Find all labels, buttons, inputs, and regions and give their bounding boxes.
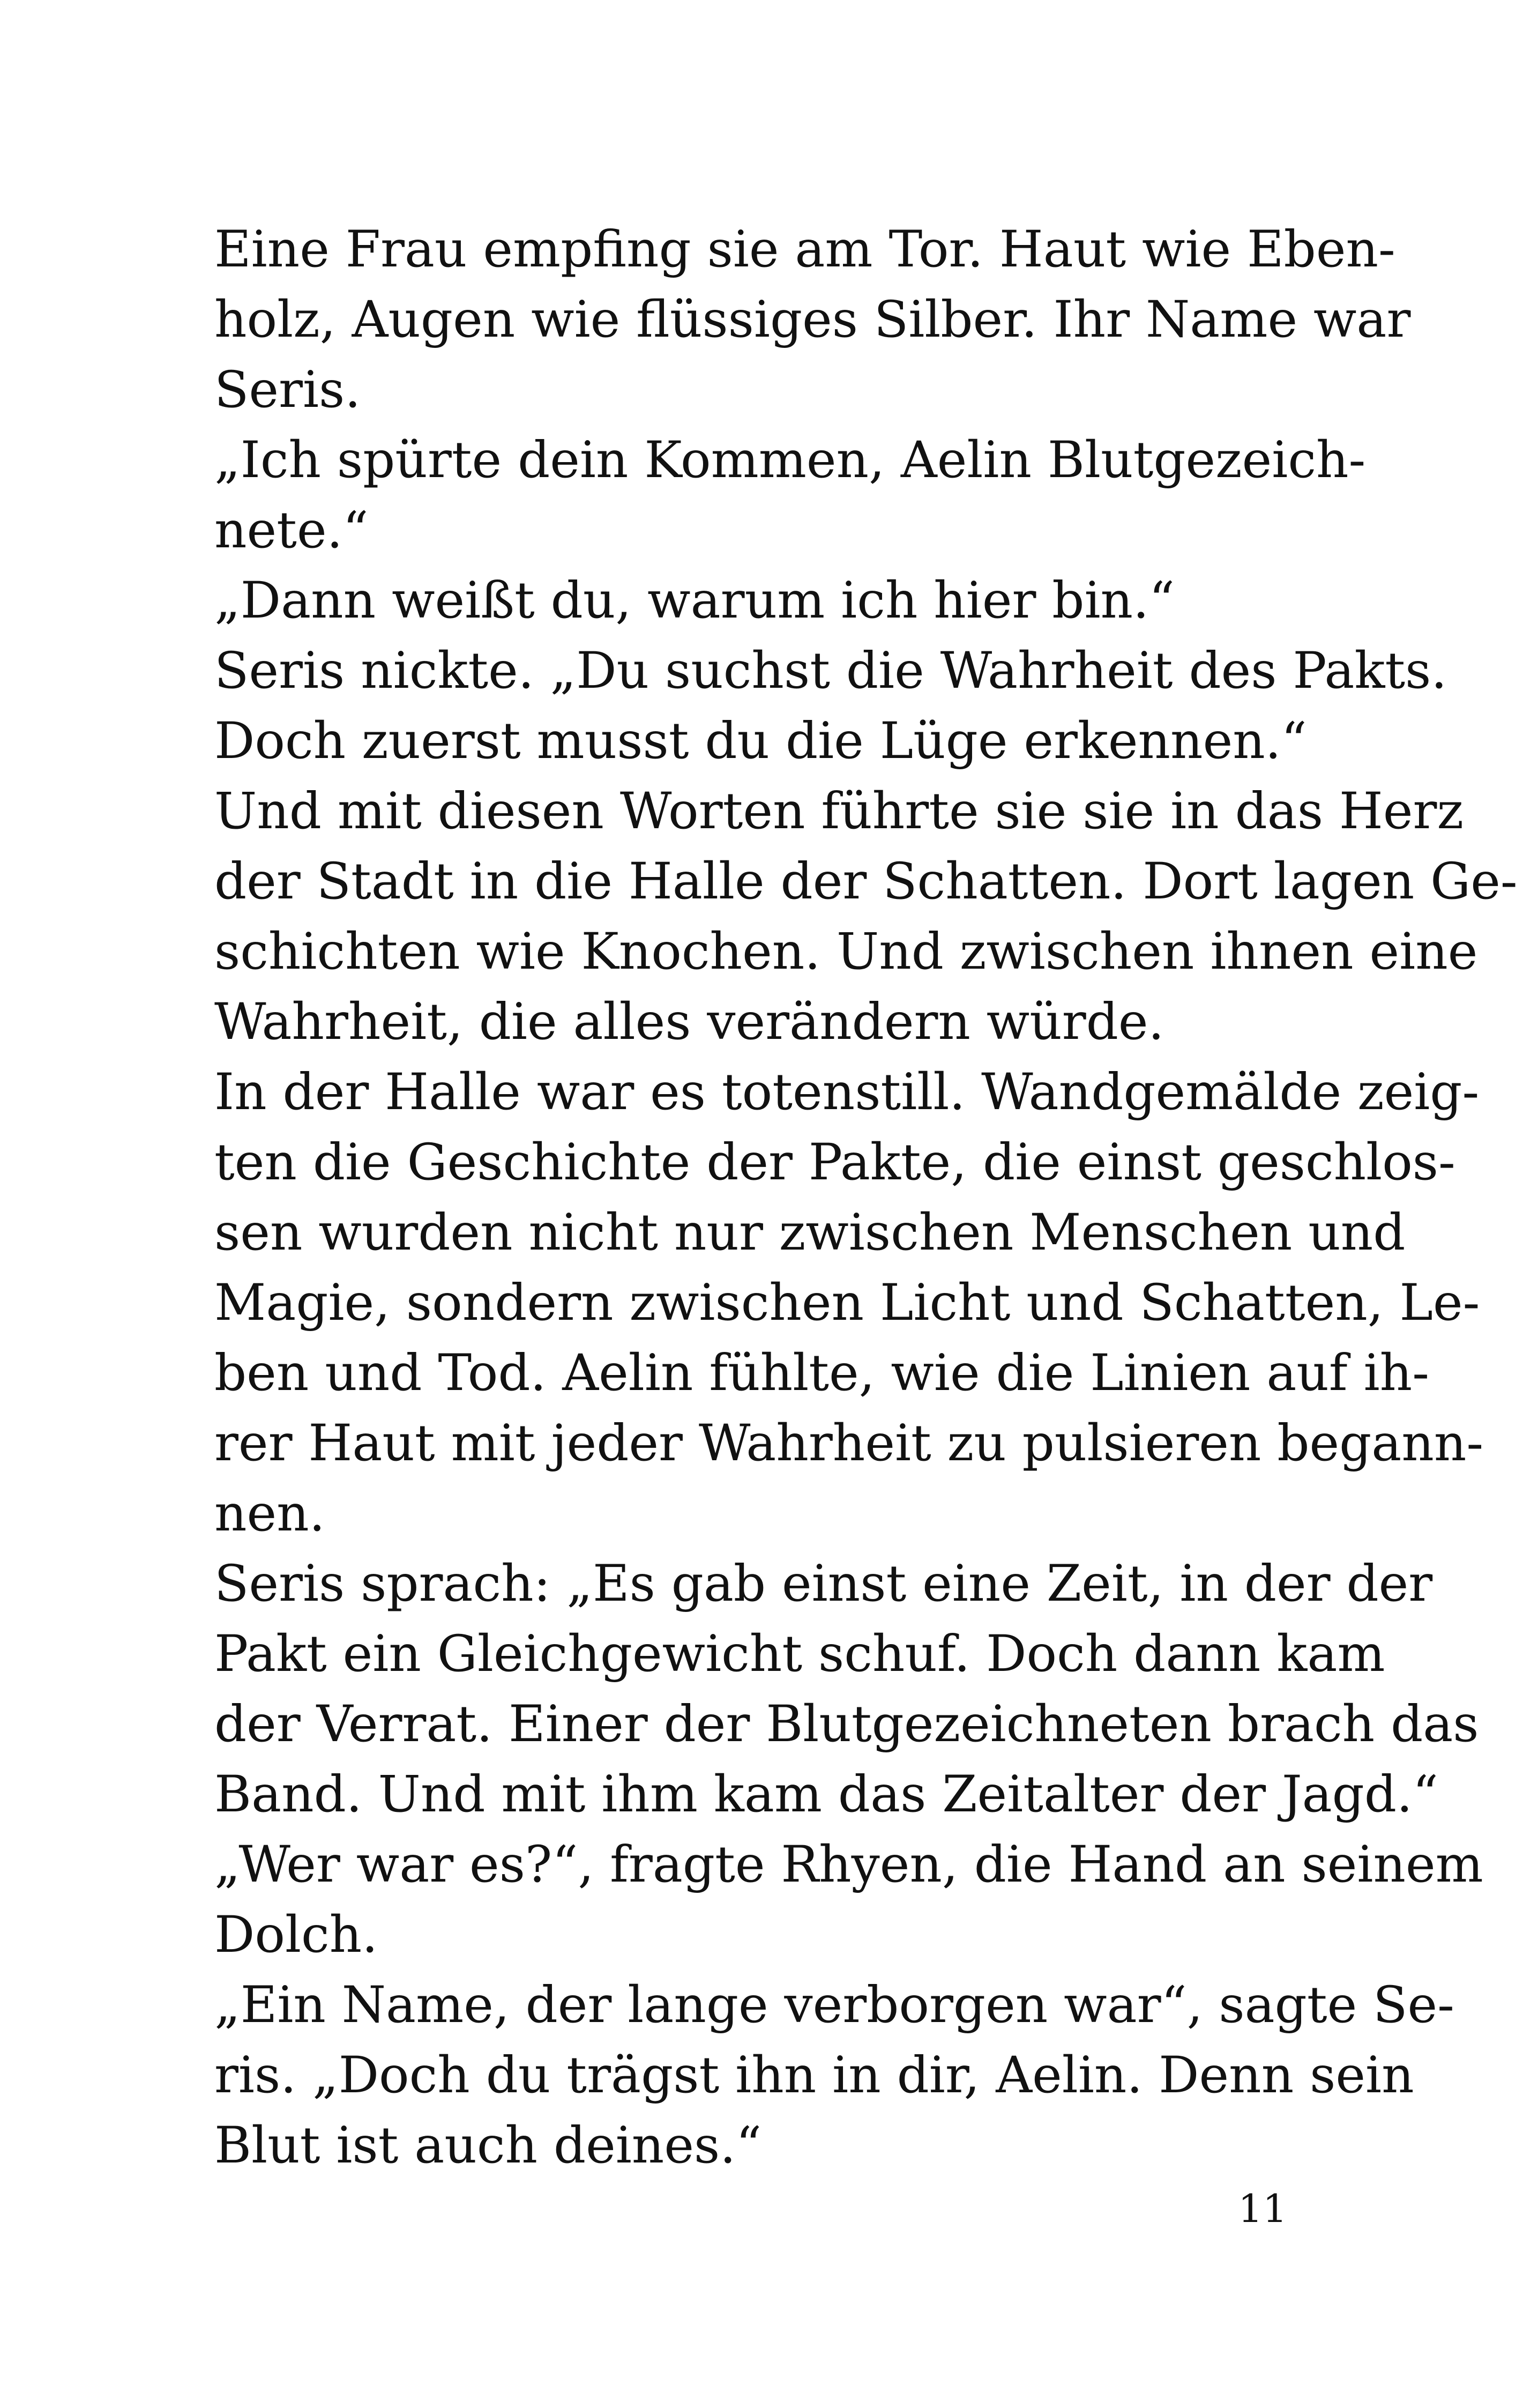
text-line: „Wer war es?“, fragte Rhyen, die Hand an seinem xyxy=(214,1835,1483,1894)
text-line: Seris nickte. „Du suchst die Wahrheit des Pakts. xyxy=(214,642,1447,700)
text-line: der Stadt in die Halle der Schatten. Dort lagen Ge- xyxy=(214,852,1518,911)
text-line: Dolch. xyxy=(214,1906,378,1964)
text-line: Wahrheit, die alles verändern würde. xyxy=(214,993,1164,1051)
paragraph xyxy=(214,1830,1483,1970)
text-line: Doch zuerst musst du die Lüge erkennen.“ xyxy=(214,712,1307,770)
text-line: Band. Und mit ihm kam das Zeitalter der Jagd.“ xyxy=(214,1765,1438,1824)
paragraph xyxy=(214,425,1366,566)
text-line: holz, Augen wie flüssiges Silber. Ihr Name war xyxy=(214,291,1411,349)
text-line: nen. xyxy=(214,1484,325,1543)
text-line: schichten wie Knochen. Und zwischen ihnen eine xyxy=(214,923,1478,981)
text-line: Seris. xyxy=(214,361,361,419)
text-line: rer Haut mit jeder Wahrheit zu pulsieren begann- xyxy=(214,1414,1484,1473)
paragraph xyxy=(214,776,1518,1057)
text-line: Und mit diesen Worten führte sie sie in das Herz xyxy=(214,782,1464,841)
text-line: In der Halle war es totenstill. Wandgemälde zeig- xyxy=(214,1063,1480,1121)
text-line: sen wurden nicht nur zwischen Menschen und xyxy=(214,1203,1406,1262)
body-text xyxy=(214,214,1518,2181)
paragraph xyxy=(214,1970,1454,2181)
text-line: ris. „Doch du trägst ihn in dir, Aelin. Denn sein xyxy=(214,2046,1414,2105)
text-line: Blut ist auch deines.“ xyxy=(214,2116,762,2175)
text-line: Seris sprach: „Es gab einst eine Zeit, in der der xyxy=(214,1555,1433,1613)
text-line: ten die Geschichte der Pakte, die einst geschlos- xyxy=(214,1133,1455,1192)
text-line: der Verrat. Einer der Blutgezeichneten brach das xyxy=(214,1695,1479,1753)
paragraph xyxy=(214,214,1411,425)
paragraph xyxy=(214,1549,1479,1830)
text-line: Pakt ein Gleichgewicht schuf. Doch dann kam xyxy=(214,1625,1385,1683)
text-line: „Ich spürte dein Kommen, Aelin Blutgezeich- xyxy=(214,431,1366,489)
paragraph xyxy=(214,636,1447,776)
page-number: 11 xyxy=(1238,2186,1287,2231)
text-line: „Dann weißt du, warum ich hier bin.“ xyxy=(214,571,1175,630)
text-line: Magie, sondern zwischen Licht und Schatten, Le- xyxy=(214,1274,1480,1332)
paragraph xyxy=(214,1057,1484,1549)
text-line: ben und Tod. Aelin fühlte, wie die Linien auf ih- xyxy=(214,1344,1429,1402)
text-line: nete.“ xyxy=(214,501,369,560)
text-line: „Ein Name, der lange verborgen war“, sagte Se- xyxy=(214,1976,1454,2034)
text-line: Eine Frau empfing sie am Tor. Haut wie Eben- xyxy=(214,220,1395,279)
paragraph xyxy=(214,566,1286,636)
